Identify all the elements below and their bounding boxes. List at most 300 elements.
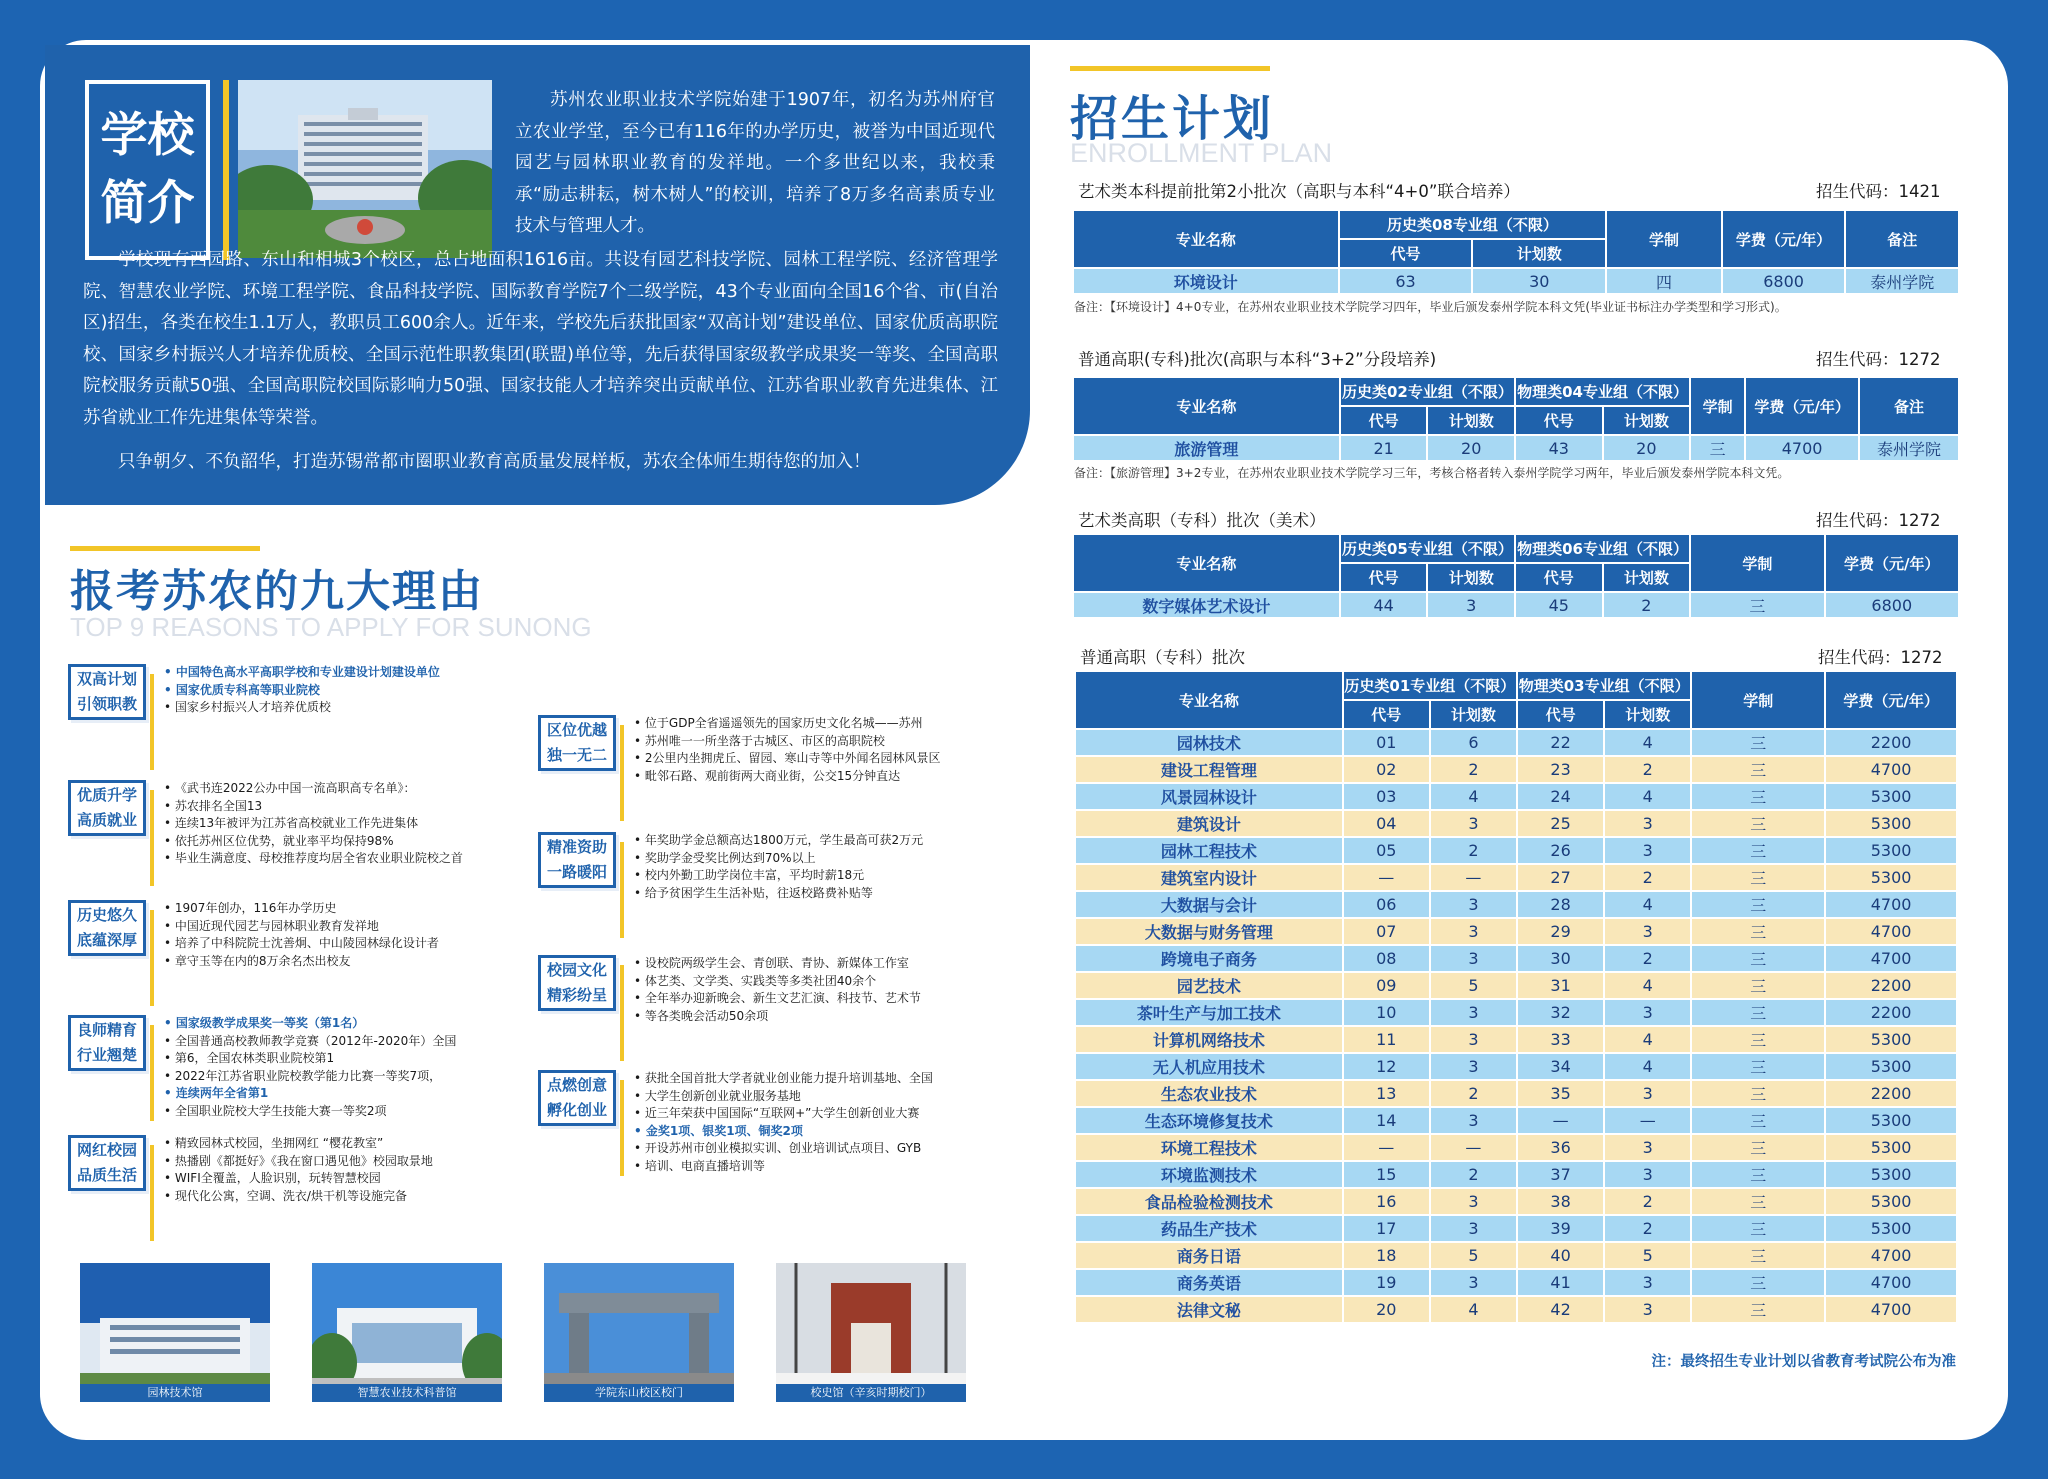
- cell: —: [1344, 1135, 1429, 1160]
- cell: —: [1605, 1108, 1690, 1133]
- table-caption: 普通高职（专科）批次: [1080, 648, 1245, 667]
- code-label: 招生代码：: [1816, 182, 1899, 201]
- cell: 三: [1692, 838, 1824, 863]
- cell: 2: [1431, 838, 1516, 863]
- th-years: 学制: [1692, 672, 1824, 728]
- cell: 3: [1605, 1270, 1690, 1295]
- reason-badge: [68, 664, 146, 720]
- cell: 28: [1518, 892, 1603, 917]
- table-row: [1076, 1027, 1956, 1052]
- reason-card: [538, 715, 1008, 825]
- reason-badge-line: 高质就业: [76, 811, 137, 829]
- th-major: 专业名称: [1074, 211, 1338, 267]
- cell: 3: [1605, 1081, 1690, 1106]
- table-note: 备注：【环境设计】4+0专业，在苏州农业职业技术学院学习四年，毕业后颁发泰州学院本科文凭(毕业证书标注办学类型和学习形式)。: [1074, 300, 1787, 314]
- enroll-table-vocational: [1074, 670, 1958, 1324]
- cell: 08: [1344, 946, 1429, 971]
- cell: 生态农业技术: [1076, 1081, 1342, 1106]
- enroll-code: [1816, 346, 1941, 370]
- cell: —: [1344, 865, 1429, 890]
- reason-accent-bar: [620, 1080, 624, 1176]
- th-plan: 计划数: [1604, 407, 1690, 434]
- reason-card: [68, 1135, 538, 1245]
- reason-point: • 校内外勤工助学岗位丰富，平均时薪18元: [634, 867, 994, 885]
- reason-point: • 设校院两级学生会、青创联、青协、新媒体工作室: [634, 955, 994, 973]
- cell: 跨境电子商务: [1076, 946, 1342, 971]
- cell: 38: [1518, 1189, 1603, 1214]
- reason-point: • 连续13年被评为江苏省高校就业工作先进集体: [164, 815, 494, 833]
- cell: 4: [1605, 892, 1690, 917]
- cell: 09: [1344, 973, 1429, 998]
- th-years: 学制: [1691, 378, 1744, 434]
- cell: 11: [1344, 1027, 1429, 1052]
- reasons-title: 报考苏农的九大理由: [70, 566, 484, 617]
- cell: 2200: [1826, 973, 1956, 998]
- reason-badge-line: 行业翘楚: [76, 1046, 137, 1064]
- reason-point: • 年奖助学金总额高达1800万元，学生最高可获2万元: [634, 832, 994, 850]
- reason-point: • 大学生创新创业就业服务基地: [634, 1088, 994, 1106]
- cell: 环境设计: [1074, 269, 1338, 293]
- table-row: [1076, 1243, 1956, 1268]
- cell: 4: [1431, 784, 1516, 809]
- cell: 三: [1692, 811, 1824, 836]
- cell: 4: [1605, 730, 1690, 755]
- th-group: 物理类04专业组（不限）: [1516, 378, 1689, 405]
- cell: 12: [1344, 1054, 1429, 1079]
- reason-point: • 国家级教学成果奖一等奖（第1名）: [164, 1015, 494, 1033]
- table-row: [1076, 1108, 1956, 1133]
- cell: 14: [1344, 1108, 1429, 1133]
- table-row: [1076, 1054, 1956, 1079]
- cell: 数字媒体艺术设计: [1074, 593, 1339, 617]
- reason-point: • 连续两年全省第1: [164, 1085, 494, 1103]
- reason-point: • 国家优质专科高等职业院校: [164, 682, 494, 700]
- cell: 17: [1344, 1216, 1429, 1241]
- table-caption: 普通高职(专科)批次(高职与本科“3+2”分段培养): [1078, 350, 1437, 369]
- cell: 2: [1605, 1189, 1690, 1214]
- reason-point: • 培训、电商直播培训等: [634, 1158, 994, 1176]
- th-plan: 计划数: [1473, 240, 1605, 267]
- cell: 4700: [1826, 946, 1956, 971]
- photo-dongshan-gate: [544, 1263, 734, 1395]
- reason-points: [164, 780, 494, 868]
- cell: 生态环境修复技术: [1076, 1108, 1342, 1133]
- cell: 6800: [1826, 593, 1958, 617]
- code-value: 1272: [1898, 350, 1941, 369]
- cell: 07: [1344, 919, 1429, 944]
- cell: 3: [1605, 811, 1690, 836]
- cell: 2: [1431, 1081, 1516, 1106]
- reason-points: [634, 1070, 994, 1175]
- th-group: 历史类02专业组（不限）: [1341, 378, 1514, 405]
- reason-badge-line: 精准资助: [546, 838, 607, 856]
- cell: 4700: [1826, 1297, 1956, 1322]
- reason-card: [68, 900, 538, 1010]
- table-row: [1076, 811, 1956, 836]
- reason-badge-line: 良师精育: [76, 1021, 137, 1039]
- reason-point: • 奖助学金受奖比例达到70%以上: [634, 850, 994, 868]
- cell: 5300: [1826, 811, 1956, 836]
- final-note: 注：最终招生专业计划以省教育考试院公布为准: [1651, 1354, 1956, 1370]
- th-fee: 学费（元/年）: [1723, 211, 1845, 267]
- cell: 三: [1692, 1243, 1824, 1268]
- cell: 30: [1518, 946, 1603, 971]
- table-row: [1076, 973, 1956, 998]
- intro-paragraph: 苏州农业职业技术学院始建于1907年，初名为苏州府官立农业学堂，至今已有116年的办学历史，被誉为中国近现代园艺与园林职业教育的发祥地。一个多世纪以来，我校秉承“励志耕耘，树木树人”的校训，培养了8万多名高素质专业技术与管理人才。: [515, 90, 995, 236]
- reason-badge-line: 历史悠久: [76, 906, 137, 924]
- cell: 3: [1431, 811, 1516, 836]
- th-group: 历史类05专业组（不限）: [1341, 535, 1514, 562]
- reason-points: [164, 664, 494, 717]
- cell: 5: [1431, 1243, 1516, 1268]
- cell: 2: [1431, 757, 1516, 782]
- cell: 2: [1605, 757, 1690, 782]
- reason-card: [538, 955, 1008, 1065]
- table-row: [1076, 1081, 1956, 1106]
- cell: 21: [1341, 436, 1427, 460]
- table-body: [1076, 730, 1956, 1322]
- reason-point: • 金奖1项、银奖1项、铜奖2项: [634, 1123, 994, 1141]
- cell: 2200: [1826, 1081, 1956, 1106]
- code-label: 招生代码：: [1816, 511, 1899, 530]
- cell: 6800: [1723, 269, 1845, 293]
- table-row: [1076, 1189, 1956, 1214]
- th-major: 专业名称: [1074, 535, 1339, 591]
- reason-point: • WIFI全覆盖，人脸识别，玩转智慧校园: [164, 1170, 494, 1188]
- cell: 3: [1431, 1000, 1516, 1025]
- cell: 大数据与会计: [1076, 892, 1342, 917]
- cell: 16: [1344, 1189, 1429, 1214]
- reason-accent-bar: [150, 1025, 154, 1121]
- cell: 37: [1518, 1162, 1603, 1187]
- cell: 风景园林设计: [1076, 784, 1342, 809]
- cell: 5: [1605, 1243, 1690, 1268]
- cell: 33: [1518, 1027, 1603, 1052]
- cell: 41: [1518, 1270, 1603, 1295]
- cell: —: [1518, 1108, 1603, 1133]
- cell: 3: [1431, 892, 1516, 917]
- cell: 20: [1604, 436, 1690, 460]
- cell: 三: [1692, 973, 1824, 998]
- cell: 4: [1605, 1027, 1690, 1052]
- cell: 35: [1518, 1081, 1603, 1106]
- reason-badge: [68, 780, 146, 836]
- reason-point: • 全国职业院校大学生技能大赛一等奖2项: [164, 1103, 494, 1121]
- cell: 三: [1692, 919, 1824, 944]
- reason-point: • 第6，全国农林类职业院校第1: [164, 1050, 494, 1068]
- cell: 5300: [1826, 1135, 1956, 1160]
- section-accent-line: [70, 546, 260, 551]
- cell: 45: [1516, 593, 1602, 617]
- table-caption: 艺术类高职（专科）批次（美术）: [1078, 511, 1326, 530]
- cell: 26: [1518, 838, 1603, 863]
- cell: 29: [1518, 919, 1603, 944]
- photo-caption: 校史馆（辛亥时期校门）: [776, 1384, 966, 1402]
- cell: 茶叶生产与加工技术: [1076, 1000, 1342, 1025]
- cell: 3: [1431, 1189, 1516, 1214]
- reasons-subtitle: TOP 9 REASONS TO APPLY FOR SUNONG: [70, 612, 592, 642]
- th-plan: 计划数: [1605, 701, 1690, 728]
- reason-badge: [68, 1015, 146, 1071]
- th-plan: 计划数: [1431, 701, 1516, 728]
- cell: 2200: [1826, 1000, 1956, 1025]
- cell: 25: [1518, 811, 1603, 836]
- table-row: [1076, 1135, 1956, 1160]
- cell: 泰州学院: [1846, 269, 1958, 293]
- cell: 三: [1692, 1054, 1824, 1079]
- reason-point: • 获批全国首批大学者就业创业能力提升培训基地、全国: [634, 1070, 994, 1088]
- cell: 01: [1344, 730, 1429, 755]
- photo-history-museum: [776, 1263, 966, 1395]
- cell: 三: [1692, 1189, 1824, 1214]
- photo-caption: 学院东山校区校门: [544, 1384, 734, 1402]
- cell: 3: [1431, 1270, 1516, 1295]
- cell: 3: [1431, 1216, 1516, 1241]
- th-group: 物理类03专业组（不限）: [1518, 672, 1690, 699]
- cell: 三: [1692, 892, 1824, 917]
- cell: 15: [1344, 1162, 1429, 1187]
- intro-panel: [45, 45, 1030, 505]
- reason-point: • 全年举办迎新晚会、新生文艺汇演、科技节、艺术节: [634, 990, 994, 1008]
- reason-badge-line: 双高计划: [76, 670, 137, 688]
- th-years: 学制: [1691, 535, 1823, 591]
- cell: 三: [1691, 436, 1744, 460]
- th-code: 代号: [1340, 240, 1472, 267]
- cell: 3: [1605, 838, 1690, 863]
- reason-accent-bar: [150, 674, 154, 770]
- cell: 法律文秘: [1076, 1297, 1342, 1322]
- table-row: [1076, 784, 1956, 809]
- cell: 4: [1605, 784, 1690, 809]
- cell: 商务英语: [1076, 1270, 1342, 1295]
- enroll-title: 招生计划: [1070, 91, 1275, 147]
- cell: 3: [1605, 1000, 1690, 1025]
- th-fee: 学费（元/年）: [1826, 535, 1958, 591]
- cell: 三: [1691, 593, 1823, 617]
- reason-point: • 体艺类、文学类、实践类等多类社团40余个: [634, 973, 994, 991]
- table-row: [1076, 1162, 1956, 1187]
- table-row: [1076, 919, 1956, 944]
- th-group: 历史类08专业组（不限）: [1340, 211, 1606, 238]
- cell: 22: [1518, 730, 1603, 755]
- enroll-code: [1818, 644, 1943, 668]
- cell: —: [1431, 865, 1516, 890]
- reason-badge-line: 校园文化: [546, 961, 607, 979]
- reason-card: [538, 1070, 1008, 1180]
- th-years: 学制: [1607, 211, 1721, 267]
- cell: 三: [1692, 1000, 1824, 1025]
- cell: 三: [1692, 730, 1824, 755]
- cell: 3: [1605, 1162, 1690, 1187]
- cell: 无人机应用技术: [1076, 1054, 1342, 1079]
- cell: 30: [1473, 269, 1605, 293]
- reason-badge: [68, 900, 146, 956]
- reason-accent-bar: [620, 842, 624, 938]
- cell: 环境监测技术: [1076, 1162, 1342, 1187]
- reason-point: • 《武书连2022公办中国一流高职高专名单》：: [164, 780, 494, 798]
- reason-point: • 苏农排名全国13: [164, 798, 494, 816]
- th-group: 历史类01专业组（不限）: [1344, 672, 1516, 699]
- cell: 3: [1431, 1108, 1516, 1133]
- reason-point: • 等各类晚会活动50余项: [634, 1008, 994, 1026]
- th-code: 代号: [1341, 564, 1427, 591]
- reason-point: • 依托苏州区位优势，就业率平均保持98%: [164, 833, 494, 851]
- reason-point: • 位于GDP全省遥遥领先的国家历史文化名城——苏州: [634, 715, 994, 733]
- cell: 三: [1692, 757, 1824, 782]
- th-major: 专业名称: [1074, 378, 1339, 434]
- reason-badge: [538, 955, 616, 1011]
- cell: 02: [1344, 757, 1429, 782]
- cell: 4700: [1826, 1243, 1956, 1268]
- th-plan: 计划数: [1428, 564, 1514, 591]
- cell: 3: [1431, 946, 1516, 971]
- reason-badge: [538, 832, 616, 888]
- reason-badge-line: 孵化创业: [546, 1101, 607, 1119]
- cell: 3: [1431, 919, 1516, 944]
- cell: 2: [1605, 1216, 1690, 1241]
- reason-point: • 中国特色高水平高职学校和专业建设计划建设单位: [164, 664, 494, 682]
- reason-badge: [68, 1135, 146, 1191]
- reason-point: • 热播剧《都挺好》《我在窗口遇见他》校园取景地: [164, 1153, 494, 1171]
- photo-smart-agri-hall: [312, 1263, 502, 1395]
- reason-point: • 毕业生满意度、母校推荐度均居全省农业职业院校之首: [164, 850, 494, 868]
- cell: —: [1431, 1135, 1516, 1160]
- cell: 3: [1605, 1297, 1690, 1322]
- th-note: 备注: [1846, 211, 1958, 267]
- cell: 园林技术: [1076, 730, 1342, 755]
- cell: 4: [1431, 1297, 1516, 1322]
- table-note: 备注：【旅游管理】3+2专业，在苏州农业职业技术学院学习三年，考核合格者转入泰州学院学习两年，毕业后颁发泰州学院本科文凭。: [1074, 466, 1790, 480]
- reason-point: • 1907年创办，116年办学历史: [164, 900, 494, 918]
- reason-points: [634, 715, 994, 785]
- reason-badge-line: 点燃创意: [546, 1076, 607, 1094]
- cell: 27: [1518, 865, 1603, 890]
- table-caption: 艺术类本科提前批第2小批次（高职与本科“4+0”联合培养）: [1078, 182, 1520, 201]
- cell: 4700: [1826, 892, 1956, 917]
- th-code: 代号: [1341, 407, 1427, 434]
- reason-accent-bar: [150, 910, 154, 1006]
- cell: 四: [1607, 269, 1721, 293]
- cell: 10: [1344, 1000, 1429, 1025]
- reason-point: • 精致园林式校园，坐拥网红 “樱花教室”: [164, 1135, 494, 1153]
- cell: 5300: [1826, 1216, 1956, 1241]
- reason-card: [68, 664, 538, 774]
- cell: 建设工程管理: [1076, 757, 1342, 782]
- table-row: [1076, 730, 1956, 755]
- th-fee: 学费（元/年）: [1826, 672, 1956, 728]
- cell: 4: [1605, 973, 1690, 998]
- th-fee: 学费（元/年）: [1746, 378, 1858, 434]
- cell: 05: [1344, 838, 1429, 863]
- cell: 13: [1344, 1081, 1429, 1106]
- reason-badge-line: 底蕴深厚: [76, 931, 137, 949]
- cell: 三: [1692, 1162, 1824, 1187]
- cell: 2200: [1826, 730, 1956, 755]
- intro-title-line: 学校: [100, 108, 195, 163]
- cell: 23: [1518, 757, 1603, 782]
- cell: 园林工程技术: [1076, 838, 1342, 863]
- cell: 三: [1692, 1135, 1824, 1160]
- section-accent-line: [1070, 66, 1270, 71]
- cell: 4700: [1826, 919, 1956, 944]
- table-row: [1076, 946, 1956, 971]
- photo-landscape-hall: [80, 1263, 270, 1395]
- cell: 2: [1431, 1162, 1516, 1187]
- accent-bar: [223, 80, 229, 260]
- cell: 04: [1344, 811, 1429, 836]
- reason-badge-line: 引领职教: [76, 695, 137, 713]
- reason-card: [68, 1015, 538, 1125]
- th-code: 代号: [1518, 701, 1603, 728]
- reason-badge-line: 网红校园: [76, 1141, 137, 1159]
- code-value: 1272: [1898, 511, 1941, 530]
- enroll-table-3plus2: [1072, 376, 1960, 462]
- cell: 31: [1518, 973, 1603, 998]
- code-value: 1272: [1900, 648, 1943, 667]
- cell: 2: [1605, 946, 1690, 971]
- cell: 5300: [1826, 865, 1956, 890]
- cell: 36: [1518, 1135, 1603, 1160]
- cell: 2: [1605, 865, 1690, 890]
- th-code: 代号: [1516, 407, 1602, 434]
- cell: 5300: [1826, 1054, 1956, 1079]
- cell: 三: [1692, 1108, 1824, 1133]
- code-value: 1421: [1898, 182, 1941, 201]
- cell: 三: [1692, 1027, 1824, 1052]
- reason-accent-bar: [620, 725, 624, 821]
- reason-point: • 培养了中科院院士沈善炯、中山陵园林绿化设计者: [164, 935, 494, 953]
- enroll-code: [1816, 178, 1941, 202]
- cell: 建筑设计: [1076, 811, 1342, 836]
- cell: 园艺技术: [1076, 973, 1342, 998]
- th-group: 物理类06专业组（不限）: [1516, 535, 1689, 562]
- cell: 5300: [1826, 1027, 1956, 1052]
- cell: 三: [1692, 784, 1824, 809]
- table-row: [1076, 1297, 1956, 1322]
- cell: 三: [1692, 946, 1824, 971]
- reason-card: [538, 832, 1008, 942]
- reason-point: • 全国普通高校教师教学竞赛（2012年-2020年）全国: [164, 1033, 494, 1051]
- th-plan: 计划数: [1604, 564, 1690, 591]
- cell: 5300: [1826, 1162, 1956, 1187]
- table-row: [1076, 1270, 1956, 1295]
- cell: 泰州学院: [1860, 436, 1958, 460]
- reason-point: • 近三年荣获中国国际“互联网+”大学生创新创业大赛: [634, 1105, 994, 1123]
- cell: 商务日语: [1076, 1243, 1342, 1268]
- table-row: [1076, 892, 1956, 917]
- cell: 4700: [1826, 757, 1956, 782]
- cell: 43: [1516, 436, 1602, 460]
- reason-point: • 国家乡村振兴人才培养优质校: [164, 699, 494, 717]
- cell: 5300: [1826, 1189, 1956, 1214]
- reason-badge-line: 区位优越: [546, 721, 607, 739]
- reason-card: [68, 780, 538, 890]
- cell: 三: [1692, 1270, 1824, 1295]
- table-row: [1076, 1000, 1956, 1025]
- reason-points: [634, 955, 994, 1025]
- cell: 24: [1518, 784, 1603, 809]
- cell: 06: [1344, 892, 1429, 917]
- reason-point: • 中国近现代园艺与园林职业教育发祥地: [164, 918, 494, 936]
- code-label: 招生代码：: [1818, 648, 1901, 667]
- campus-building-photo: [238, 80, 492, 258]
- reason-point: • 现代化公寓，空调、洗衣/烘干机等设施完备: [164, 1188, 494, 1206]
- reason-badge: [538, 1070, 616, 1126]
- cell: 6: [1431, 730, 1516, 755]
- table-row: [1074, 436, 1958, 460]
- cell: 3: [1428, 593, 1514, 617]
- reason-point: • 给予贫困学生生活补贴，往返校路费补贴等: [634, 885, 994, 903]
